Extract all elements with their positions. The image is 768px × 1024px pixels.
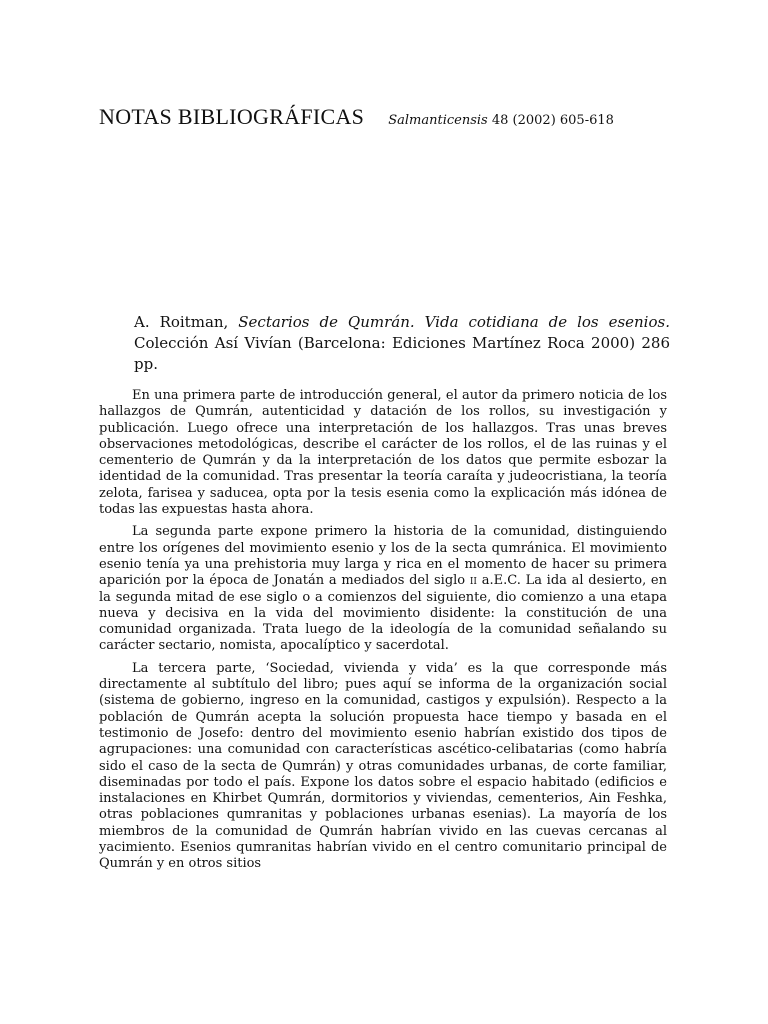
- journal-name: Salmanticensis: [388, 113, 488, 128]
- citation-title: Sectarios de Qumrán. Vida cotidiana de los esenios.: [238, 313, 670, 331]
- section-title: NOTAS BIBLIOGRÁFICAS: [99, 104, 365, 129]
- paragraph-2-after: a.E.C. La ida al desierto, en la segunda mitad de ese siglo o a comienzos del siguiente, dio comienzo a una etapa nueva y decisiva en la vida del movimiento disidente: la constitución de una comunidad organizada. Trata luego de la ideología de la comunidad señalando su carácter sectario, nomista, apocalíptico y sacerdotal.: [99, 573, 667, 654]
- century-roman-numeral: ii: [469, 573, 477, 589]
- journal-reference: [388, 113, 614, 128]
- journal-details: 48 (2002) 605-618: [491, 113, 614, 128]
- book-citation: [134, 312, 670, 375]
- citation-publication: Colección Así Vivían (Barcelona: Ediciones Martínez Roca 2000) 286 pp.: [134, 334, 670, 373]
- paragraph-2: [99, 524, 667, 654]
- paragraph-3: La tercera parte, ‘Sociedad, vivienda y vida’ es la que corresponde más directamente al subtítulo del libro; pues aquí se informa de la organización social (sistema de gobierno, ingreso en la comunidad, castigos y expulsión). Respecto a la población de Qumrán acepta la solución propuesta hace tiempo y basada en el testimonio de Josefo: dentro del movimiento esenio habrían existido dos tipos de agrupaciones: una comunidad con características ascético-celibatarias (como habría sido el caso de la secta de Qumrán) y otras comunidades urbanas, de corte familiar, diseminadas por todo el país. Expone los datos sobre el espacio habitado (edificios e instalaciones en Khirbet Qumrán, dormitorios y viviendas, cementerios, Ain Feshka, otras poblaciones qumranitas y poblaciones urbanas esenias). La mayoría de los miembros de la comunidad de Qumrán habrían vivido en las cuevas cercanas al yacimiento. Esenios qumranitas habrían vivido en el centro comunitario principal de Qumrán y en otros sitios: [99, 660, 667, 872]
- citation-author: A. Roitman,: [134, 313, 229, 331]
- paragraph-2-before: La segunda parte expone primero la historia de la comunidad, distinguiendo entre los orígenes del movimiento esenio y los de la secta qumránica. El movimiento esenio tenía ya una prehistoria muy larga y rica en el momento de hacer su primera aparición por la época de Jonatán a mediados del siglo: [99, 524, 667, 589]
- paragraph-1: En una primera parte de introducción general, el autor da primero noticia de los hallazgos de Qumrán, autenticidad y datación de los rollos, su investigación y publicación. Luego ofrece una interpretación de los hallazgos. Tras unas breves observaciones metodológicas, describe el carácter de los rollos, el de las ruinas y el cementerio de Qumrán y da la interpretación de los datos que permite esbozar la identidad de la comunidad. Tras presentar la teoría caraíta y judeocristiana, la teoría zelota, farisea y saducea, opta por la tesis esenia como la explicación más idónea de todas las expuestas hasta ahora.: [99, 388, 667, 518]
- review-body: [99, 388, 667, 879]
- page-header: [99, 104, 675, 130]
